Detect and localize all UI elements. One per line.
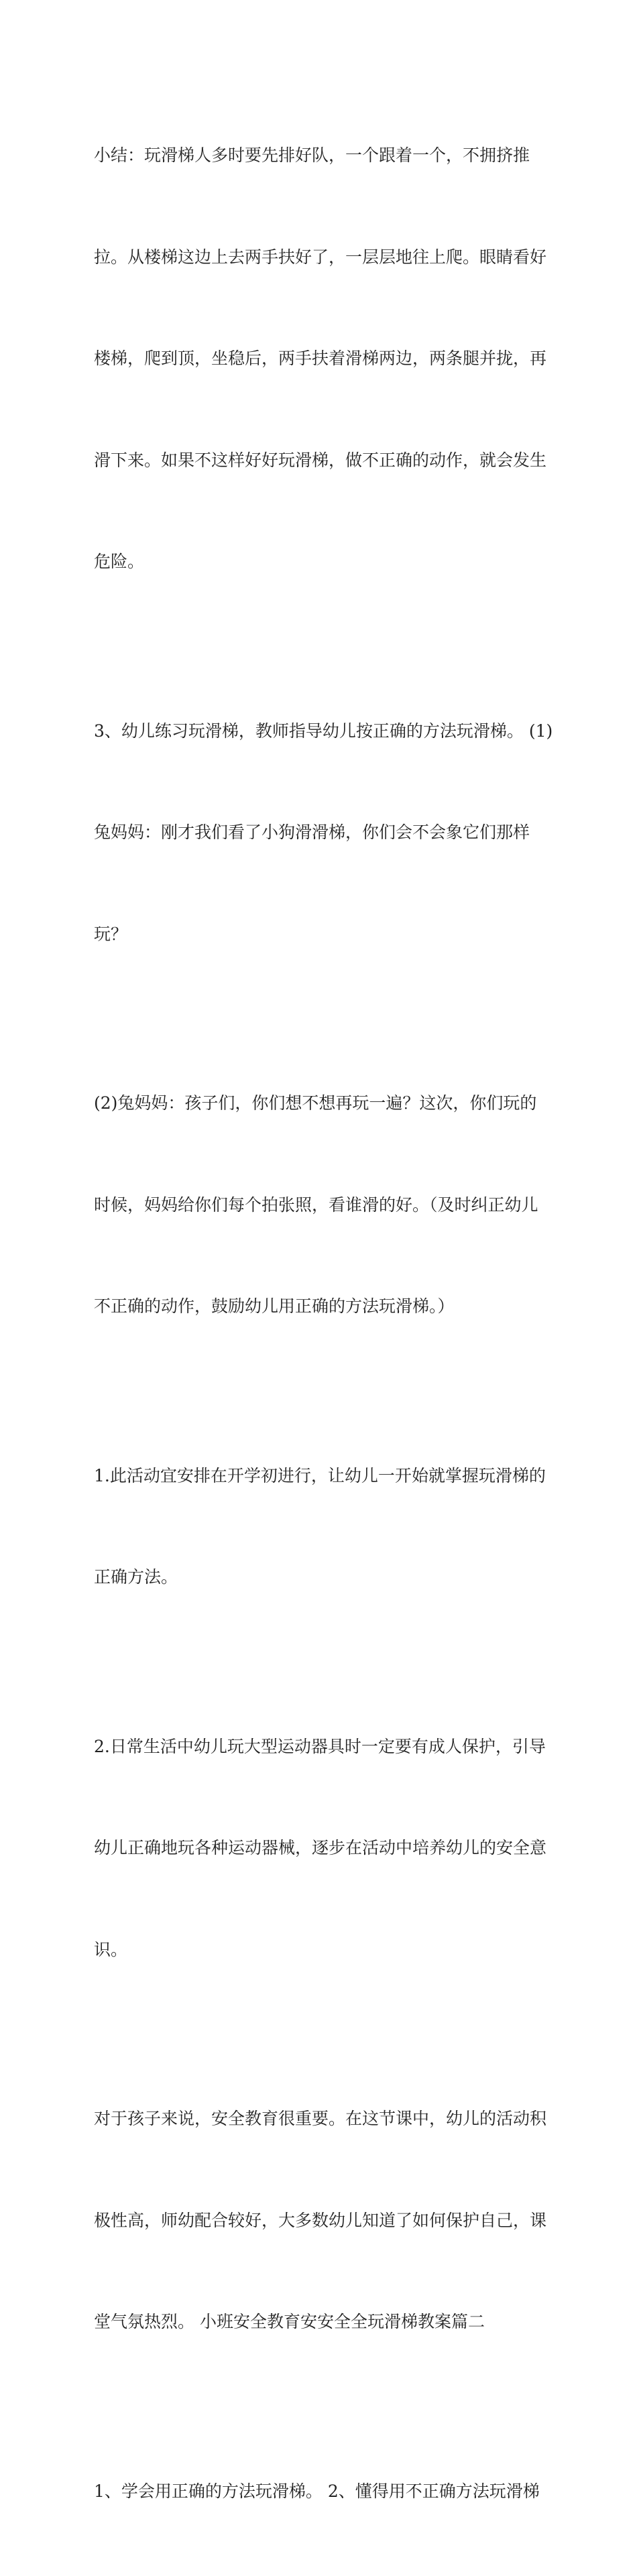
text-line: 识。 — [94, 1933, 550, 1967]
paragraph-note-2 — [94, 1662, 550, 2035]
paragraph-summary — [94, 71, 550, 647]
text-line: 堂气氛热烈。 小班安全教育安安全全玩滑梯教案篇二 — [94, 2305, 550, 2339]
document-body — [94, 71, 550, 2576]
text-line: 1、学会用正确的方法玩滑梯。 2、懂得用不正确方法玩滑梯 — [94, 2475, 550, 2509]
text-line: 3、幼儿练习玩滑梯，教师指导幼儿按正确的方法玩滑梯。 (1) — [94, 715, 550, 749]
text-line: 兔妈妈：刚才我们看了小狗滑滑梯，你们会不会象它们那样 — [94, 816, 550, 850]
paragraph-note-1 — [94, 1392, 550, 1662]
document-page — [0, 0, 637, 824]
text-line: 危险。 — [94, 545, 550, 579]
text-line: 拉。从楼梯这边上去两手扶好了，一层层地往上爬。眼睛看好 — [94, 241, 550, 275]
text-line: 楼梯，爬到顶，坐稳后，两手扶着滑梯两边，两条腿并拢，再 — [94, 342, 550, 376]
paragraph-step-3 — [94, 647, 550, 1020]
text-line: 对于孩子来说，安全教育很重要。在这节课中，幼儿的活动积 — [94, 2102, 550, 2136]
text-line: 2.日常生活中幼儿玩大型运动器具时一定要有成人保护，引导 — [94, 1730, 550, 1764]
text-line: 极性高，师幼配合较好，大多数幼儿知道了如何保护自己，课 — [94, 2204, 550, 2238]
text-line: 小结：玩滑梯人多时要先排好队，一个跟着一个，不拥挤推 — [94, 139, 550, 173]
text-line: (2)兔妈妈：孩子们，你们想不想再玩一遍？这次，你们玩的 — [94, 1087, 550, 1121]
text-line: 不正确的动作，鼓励幼儿用正确的方法玩滑梯。） — [94, 1290, 550, 1324]
text-line: 正确方法。 — [94, 1560, 550, 1595]
paragraph-reflection — [94, 2034, 550, 2407]
text-line: 1.此活动宜安排在开学初进行，让幼儿一开始就掌握玩滑梯的 — [94, 1459, 550, 1493]
text-line: 幼儿正确地玩各种运动器械，逐步在活动中培养幼儿的安全意 — [94, 1831, 550, 1865]
paragraph-step-3-2 — [94, 1019, 550, 1392]
text-line: 滑下来。如果不这样好好玩滑梯，做不正确的动作，就会发生 — [94, 444, 550, 478]
paragraph-goals — [94, 2407, 550, 2576]
text-line: 玩？ — [94, 918, 550, 952]
text-line: 时候，妈妈给你们每个拍张照，看谁滑的好。（及时纠正幼儿 — [94, 1188, 550, 1223]
